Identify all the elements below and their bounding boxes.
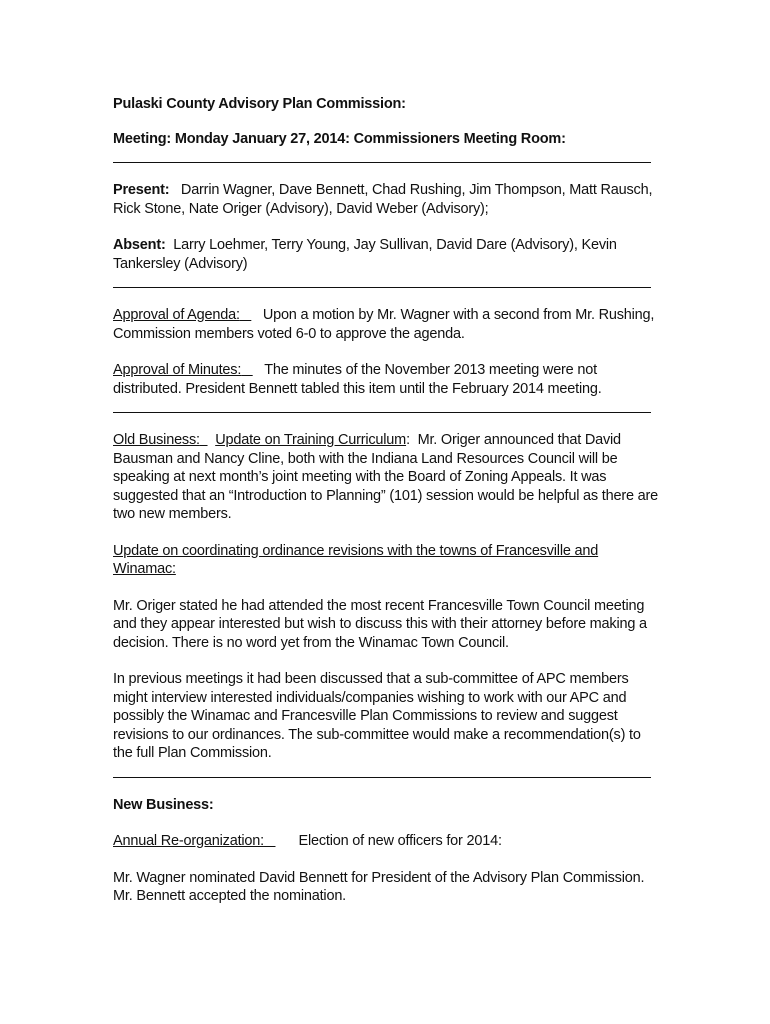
document-title: Pulaski County Advisory Plan Commission: [113,96,406,112]
divider-2 [113,287,651,288]
minutes-text: The minutes of the November 2013 meeting were not distributed. President Bennett tabled this item until the February 2014 meeting. [113,362,602,397]
minutes-label: Approval of Minutes: [113,362,242,378]
present-text: Darrin Wagner, Dave Bennett, Chad Rushing, Jim Thompson, Matt Rausch, Rick Stone, Nate Origer (Advisory), David Weber (Advisory); [113,182,653,217]
absent-text: Larry Loehmer, Terry Young, Jay Sullivan, David Dare (Advisory), Kevin Tankersley (Advisory) [113,237,617,272]
agenda-label: Approval of Agenda: [113,307,240,323]
ordinance-revisions-label: Update on coordinating ordinance revisions with the towns of Francesville and Winamac: [113,542,599,577]
absent-label: Absent: [113,237,166,253]
divider-3 [113,412,651,413]
reorganization-paragraph [113,832,660,851]
training-curriculum-label: Update on Training Curriculum [215,432,407,448]
old-business-label: Old Business: [113,432,200,448]
present-label: Present: [113,182,170,198]
agenda-text: Upon a motion by Mr. Wagner with a second from Mr. Rushing, Commission members voted 6-0 to approve the agenda. [113,307,655,342]
meeting-header: Meeting: Monday January 27, 2014: Commissioners Meeting Room: [113,130,566,147]
present-paragraph [113,181,660,218]
agenda-paragraph [113,306,660,343]
ordinance-paragraph-2: In previous meetings it had been discussed that a sub-committee of APC members might interview interested individuals/companies wishing to work with our APC and possibly the Winamac and Francesville Plan Commissions to review and suggest revisions to our ordinances. The sub-committee would make a recommendation(s) to the full Plan Commission. [113,671,641,761]
training-curriculum-text: Mr. Origer announced that David Bausman and Nancy Cline, both with the Indiana Land Resources Council will be speaking at next month’s joint meeting with the Board of Zoning Appeals. It was suggested that an “Introduction to Planning” (101) session would be helpful as there are two new members. [113,432,659,522]
divider-1 [113,162,651,163]
old-business-paragraph: Old Business: Update on Training Curriculum: Mr. Origer announced that David Bausman and Nancy Cline, both with the Indiana Land Resources Council will be speaking at next month’s joint meeting with the Board of Zoning Appeals. It was suggested that an “Introduction to Planning” (101) session would be helpful as there are two new members. [113,432,659,522]
new-business-heading: New Business: [113,796,214,813]
absent-paragraph [113,236,660,273]
minutes-paragraph [113,361,660,398]
reorganization-label: Annual Re-organization: [113,833,264,849]
ordinance-paragraph-1: Mr. Origer stated he had attended the most recent Francesville Town Council meeting and they appear interested but wish to discuss this with their attorney before making a decision. There is no word yet from the Winamac Town Council. [113,597,647,651]
reorganization-text: Election of new officers for 2014: [298,833,502,849]
divider-4 [113,777,651,778]
nomination-paragraph: Mr. Wagner nominated David Bennett for President of the Advisory Plan Commission. Mr. Bennett accepted the nomination. [113,869,645,904]
